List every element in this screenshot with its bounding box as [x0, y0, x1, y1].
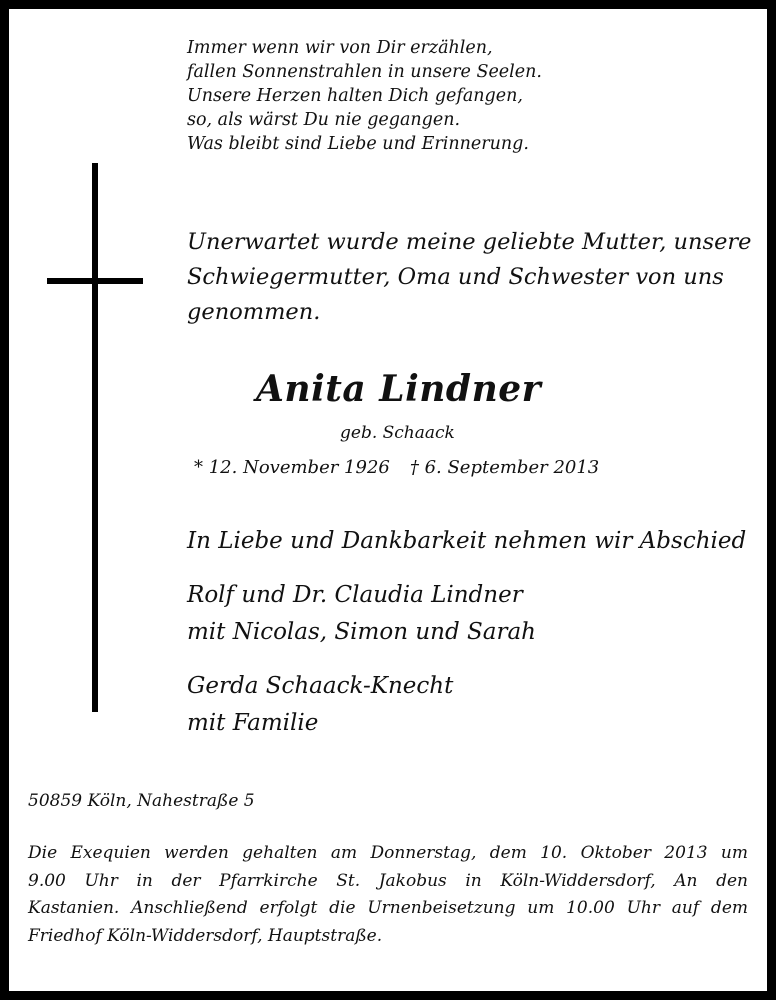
- poem-line: Immer wenn wir von Dir erzählen,: [187, 38, 493, 58]
- cross-vertical-bar: [92, 163, 98, 712]
- cross-horizontal-bar: [47, 278, 143, 284]
- notice-line: Die Exequien werden gehalten am Donnerstag, dem 10. Oktober 2013 um: [28, 843, 748, 863]
- life-dates: [194, 457, 599, 478]
- farewell-line: In Liebe und Dankbarkeit nehmen wir Abschied: [187, 528, 747, 554]
- notice-line: 9.00 Uhr in der Pfarrkirche St. Jakobus in Köln-Widdersdorf, An den: [28, 870, 748, 891]
- birth-date: * 12. November 1926: [194, 457, 390, 478]
- poem-line: fallen Sonnenstrahlen in unsere Seelen.: [187, 62, 542, 82]
- intro-line: genommen.: [187, 299, 321, 325]
- poem-line: Unsere Herzen halten Dich gefangen,: [187, 86, 523, 106]
- family-line: Rolf und Dr. Claudia Lindner: [187, 582, 523, 608]
- poem-line: Was bleibt sind Liebe und Erinnerung.: [187, 134, 529, 154]
- family-group: [187, 577, 536, 651]
- address: 50859 Köln, Nahestraße 5: [28, 791, 255, 811]
- intro-line: Schwiegermutter, Oma und Schwester von uns: [187, 264, 724, 290]
- intro-line: Unerwartet wurde meine geliebte Mutter, unsere: [187, 229, 752, 255]
- family-line: mit Nicolas, Simon und Sarah: [187, 619, 536, 645]
- notice-line: Friedhof Köln-Widdersdorf, Hauptstraße.: [28, 925, 383, 946]
- poem: [187, 36, 542, 156]
- birth-name: geb. Schaack: [340, 423, 455, 443]
- family-line: Gerda Schaack-Knecht: [187, 673, 454, 699]
- funeral-notice: [28, 840, 748, 950]
- family-group: [187, 668, 453, 742]
- death-date: † 6. September 2013: [409, 457, 600, 478]
- deceased-name: Anita Lindner: [256, 368, 542, 410]
- family-line: mit Familie: [187, 710, 319, 736]
- intro-text: [187, 225, 751, 330]
- poem-line: so, als wärst Du nie gegangen.: [187, 110, 461, 130]
- notice-line: Kastanien. Anschließend erfolgt die Urnenbeisetzung um 10.00 Uhr auf dem: [28, 898, 748, 918]
